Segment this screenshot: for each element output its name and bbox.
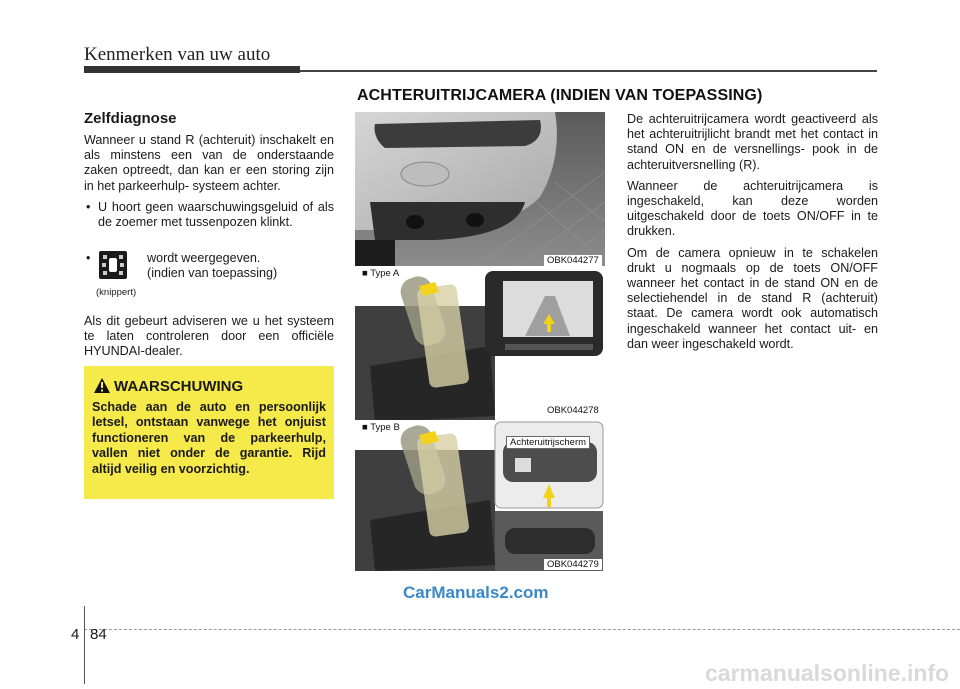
bullet-dot: • [86, 251, 91, 265]
rear-view-screen-callout: Achteruitrijscherm [506, 436, 590, 449]
footer-dashed-rule [84, 629, 960, 630]
activation-paragraph: De achteruitrijcamera wordt geactiveerd als het achteruitrijlicht brandt met het contact in stand ON en de versnellings- pook in de achteruitversnelling (R). [627, 112, 878, 172]
left-column-text [84, 133, 334, 236]
figure2-code: OBK044278 [544, 405, 602, 416]
dealer-advice-text [84, 314, 334, 366]
indicator-text-line1: wordt weergegeven. [147, 251, 261, 265]
figure3-type-label: ■ Type B [362, 422, 400, 433]
chapter-header-title: Kenmerken van uw auto [84, 44, 271, 65]
figure-car-rear [355, 112, 605, 267]
page-number-separator [84, 606, 85, 684]
bullet-indicator-row [84, 251, 334, 301]
page-number: 84 [90, 626, 107, 643]
reactivation-paragraph: Om de camera opnieuw in te schakelen drukt u nogmaals op de toets ON/OFF wanneer het contact in de stand ON en de selectiehendel in de stand R (achteruit) staat. De camera wordt ook automatisch ingeschakeld wanneer het contact uit- en dan weer ingeschakeld wordt. [627, 245, 878, 351]
parking-sensor-icon [99, 251, 127, 279]
warning-triangle-icon [94, 378, 110, 393]
indicator-text-line2: (indien van toepassing) [147, 266, 278, 281]
figure3-code: OBK044279 [544, 559, 602, 570]
figure2-type-label: ■ Type A [362, 268, 400, 279]
watermark-carmanuals2[interactable]: CarManuals2.com [403, 583, 549, 602]
chapter-number: 4 [71, 626, 80, 643]
bullet-no-sound: • U hoort geen waarschuwingsgeluid of als de zoemer met tussenpozen klinkt. [84, 200, 334, 230]
self-diagnosis-heading: Zelfdiagnose [84, 110, 177, 127]
figure1-code: OBK044277 [544, 255, 602, 266]
header-rule-thin [300, 70, 877, 72]
intro-paragraph: Wanneer u stand R (achteruit) inschakelt en als minstens een van de onderstaande zaken optreedt, dan kan er een storing zijn in het parkeerhulp- systeem achter. [84, 133, 334, 193]
watermark-carmanualsonline: carmanualsonline.info [705, 660, 950, 686]
advice-paragraph: Als dit gebeurt adviseren we u het systeem te laten controleren door een officiële HYUNDAI-dealer. [84, 314, 334, 359]
deactivation-paragraph: Wanneer de achteruitrijcamera is ingeschakeld, kan deze worden uitgeschakeld door de toets ON/OFF in te drukken. [627, 178, 878, 239]
warning-body: Schade aan de auto en persoonlijk letsel, ontstaan vanwege het onjuist functioneren van de parkeerhulp, vallen niet onder de garantie. Rijd altijd veilig en voorzichtig. [92, 400, 326, 476]
section-title: ACHTERUITRIJCAMERA (INDIEN VAN TOEPASSING) [357, 87, 763, 104]
warning-box [84, 366, 334, 499]
warning-title: WAARSCHUWING [114, 378, 244, 395]
icon-blink-caption: (knippert) [96, 287, 137, 298]
right-column-text [627, 112, 878, 358]
indicator-text [147, 251, 277, 281]
figure-type-a [355, 266, 605, 422]
header-rule-thick [84, 66, 300, 73]
